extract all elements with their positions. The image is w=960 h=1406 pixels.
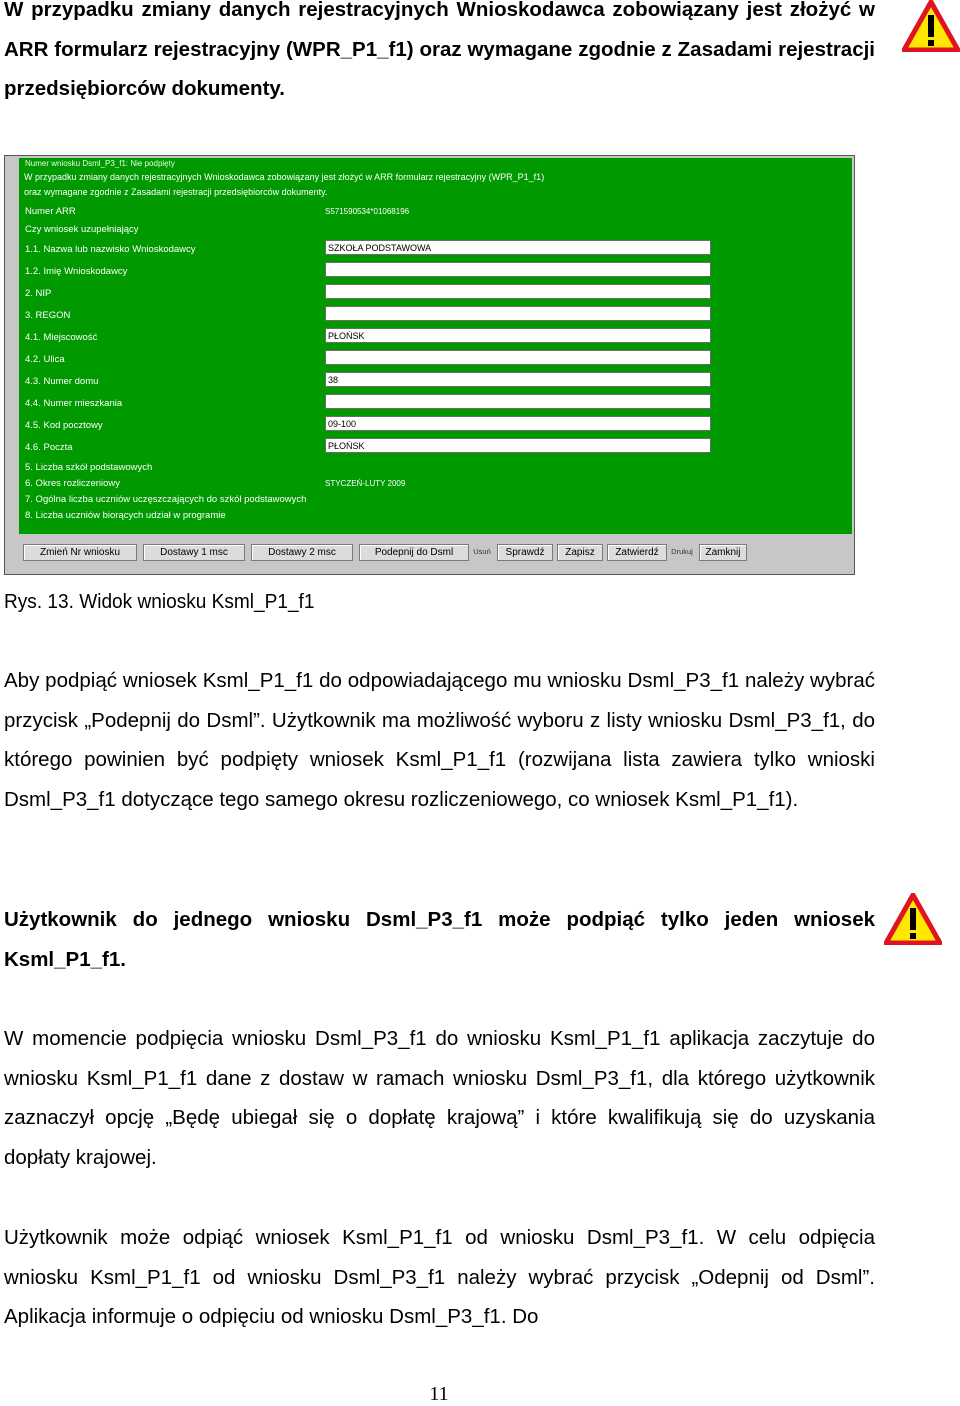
field-label: 3. REGON (25, 310, 71, 321)
intro-paragraph: W przypadku zmiany danych rejestracyjnych Wnioskodawca zobowiązany jest złożyć w ARR formularz rejestracyjny (WPR_P1_f1) oraz wymagane zgodnie z Zasadami rejestracji przedsiębiorców dokumenty. (4, 0, 875, 101)
field-label: 4.1. Miejscowość (25, 332, 98, 343)
kod-pocztowy-input[interactable]: 09-100 (325, 416, 711, 431)
warning-paragraph: Użytkownik do jednego wniosku Dsml_P3_f1 może podpiąć tylko jeden wniosek Ksml_P1_f1. (4, 908, 875, 971)
poczta-input[interactable]: PŁOŃSK (325, 438, 711, 453)
zamknij-button[interactable]: Zamknij (699, 544, 747, 561)
field-label: 4.4. Numer mieszkania (25, 398, 123, 409)
okres-value: STYCZEŃ-LUTY 2009 (325, 479, 406, 488)
nip-input[interactable] (325, 284, 711, 299)
field-label: 5. Liczba szkół podstawowych (25, 462, 153, 473)
numer-arr-value: S571590534*01068196 (325, 207, 410, 216)
warning-icon (884, 893, 942, 945)
paragraph: Użytkownik może odpiąć wniosek Ksml_P1_f1 od wniosku Dsml_P3_f1. W celu odpięcia wniosku Ksml_P1_f1 od wniosku Dsml_P3_f1 należy wybrać przycisk „Odepnij od Dsml”. Aplikacja informuje o odpięciu od wniosku Dsml_P3_f1. Do (4, 1226, 875, 1329)
application-screenshot (4, 155, 855, 575)
ulica-input[interactable] (325, 350, 711, 365)
field-label: 4.5. Kod pocztowy (25, 420, 103, 431)
form-panel (19, 158, 852, 572)
paragraph: Aby podpiąć wniosek Ksml_P1_f1 do odpowiadającego mu wniosku Dsml_P3_f1 należy wybrać przycisk „Podepnij do Dsml”. Użytkownik ma możliwość wyboru z listy wniosku Dsml_P3_f1, do którego powinien być podpięty wniosek Ksml_P1_f1 (rozwijana lista zawiera tylko wnioski Dsml_P3_f1 dotyczące tego samego okresu rozliczeniowego, co wniosek Ksml_P1_f1). (4, 669, 875, 812)
drukuj-button[interactable]: Drukuj (671, 547, 693, 556)
figure-caption: Rys. 13. Widok wniosku Ksml_P1_f1 (4, 590, 315, 613)
field-label: 1.1. Nazwa lub nazwisko Wnioskodawcy (25, 244, 196, 255)
podepnij-do-dsml-button[interactable]: Podepnij do Dsml (359, 544, 469, 561)
field-label: 8. Liczba uczniów biorących udział w programie (25, 510, 226, 521)
field-label: 4.6. Poczta (25, 442, 73, 453)
usun-button[interactable]: Usuń (473, 547, 491, 556)
field-label: 4.2. Ulica (25, 354, 65, 365)
sprawdz-button[interactable]: Sprawdź (497, 544, 553, 561)
numer-mieszkania-input[interactable] (325, 394, 711, 409)
dostawy-2-msc-button[interactable]: Dostawy 2 msc (251, 544, 353, 561)
form-message-line: W przypadku zmiany danych rejestracyjnych Wnioskodawca zobowiązany jest złożyć w ARR formularz rejestracyjny (WPR_P1_f1) (24, 172, 545, 182)
field-label: 4.3. Numer domu (25, 376, 99, 387)
imie-input[interactable] (325, 262, 711, 277)
nazwa-input[interactable]: SZKOŁA PODSTAWOWA (325, 240, 711, 255)
zatwierdz-button[interactable]: Zatwierdź (607, 544, 667, 561)
page-number: 11 (429, 1383, 449, 1405)
button-bar (19, 534, 852, 572)
numer-domu-input[interactable]: 38 (325, 372, 711, 387)
form-title: Numer wniosku Dsml_P3_f1: Nie podpięty (25, 159, 175, 168)
paragraph: W momencie podpięcia wniosku Dsml_P3_f1 do wniosku Ksml_P1_f1 aplikacja zaczytuje do wniosku Ksml_P1_f1 dane z dostaw w ramach wniosku Dsml_P3_f1, dla którego użytkownik zaznaczył opcję „Będę ubiegał się o dopłatę krajową” i które kwalifikują się do uzyskania dopłaty krajowej. (4, 1027, 875, 1170)
field-label: 1.2. Imię Wnioskodawcy (25, 266, 128, 277)
field-label: 7. Ogólna liczba uczniów uczęszczających do szkół podstawowych (25, 494, 307, 505)
miejscowosc-input[interactable]: PŁOŃSK (325, 328, 711, 343)
dostawy-1-msc-button[interactable]: Dostawy 1 msc (143, 544, 245, 561)
regon-input[interactable] (325, 306, 711, 321)
numer-arr-label: Numer ARR (25, 206, 76, 217)
field-label: 2. NIP (25, 288, 52, 299)
zmien-nr-wniosku-button[interactable]: Zmień Nr wniosku (23, 544, 137, 561)
zapisz-button[interactable]: Zapisz (557, 544, 603, 561)
field-label: 6. Okres rozliczeniowy (25, 478, 121, 489)
warning-icon (902, 0, 960, 52)
field-label: Czy wniosek uzupełniający (25, 224, 139, 235)
form-message-line: oraz wymagane zgodnie z Zasadami rejestracji przedsiębiorców dokumenty. (24, 187, 328, 197)
